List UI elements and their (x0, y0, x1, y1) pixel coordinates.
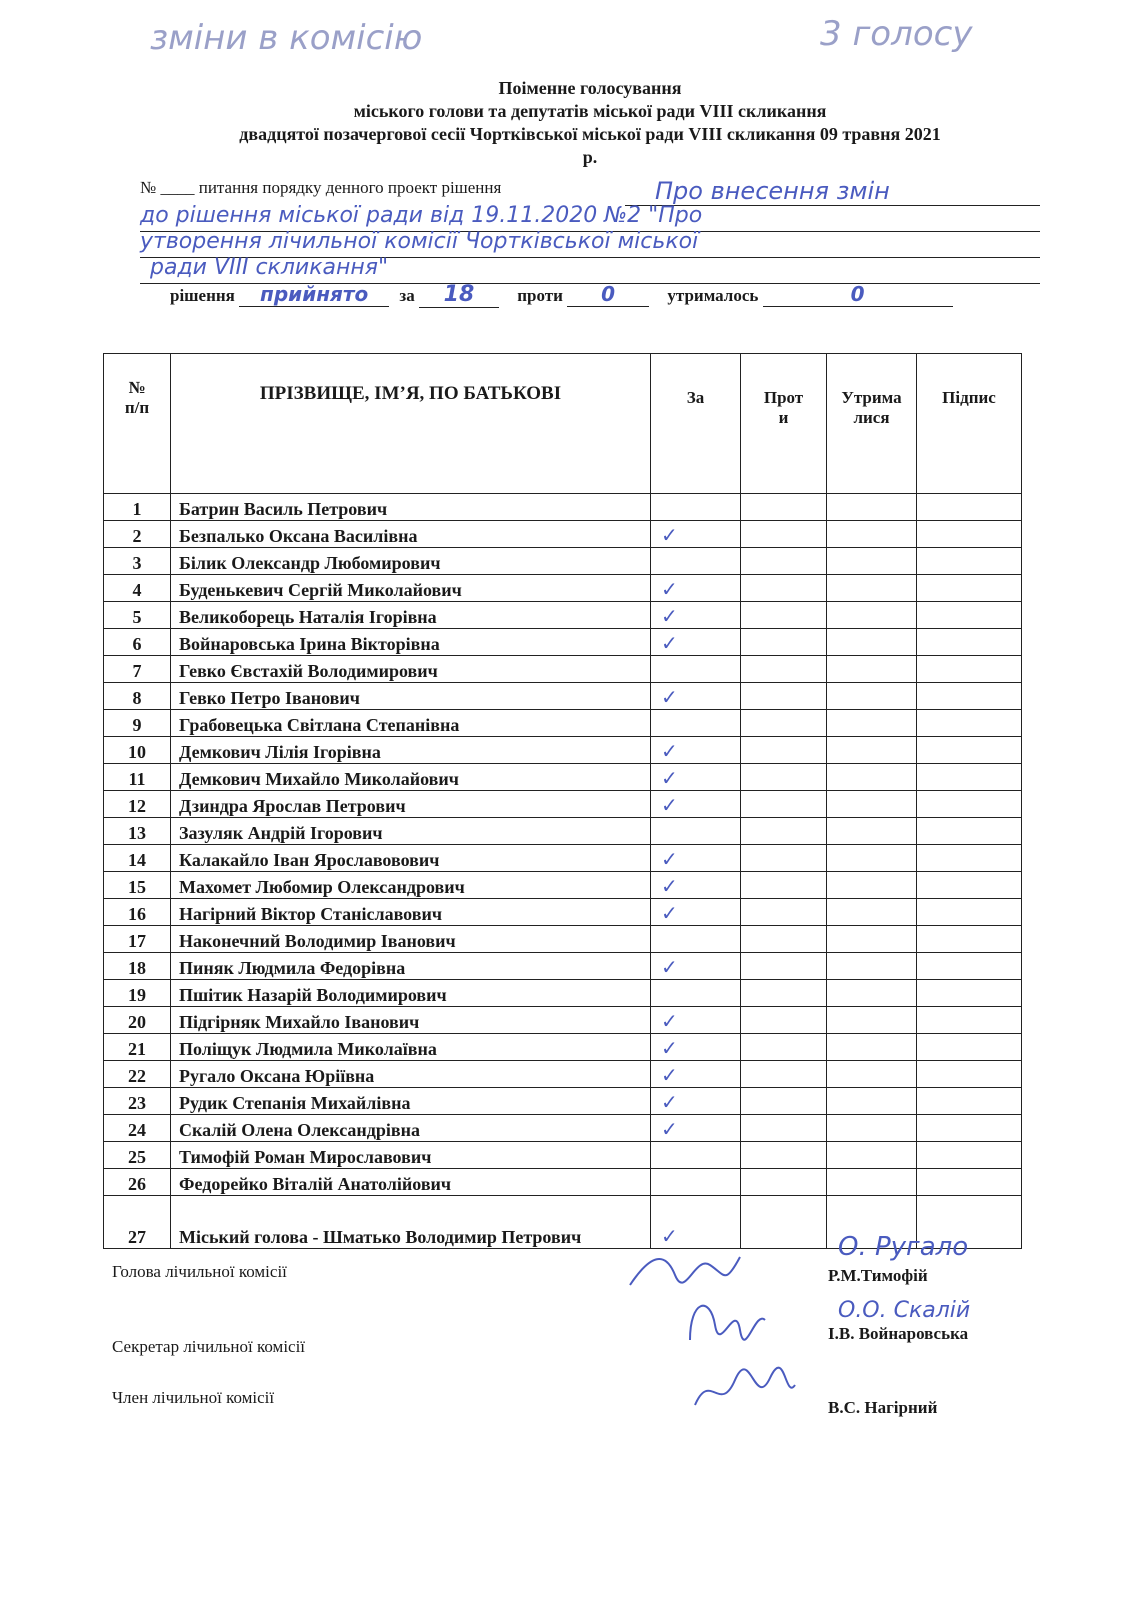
row-abstain (827, 1061, 917, 1088)
row-against (741, 1142, 827, 1169)
row-signature (917, 710, 1022, 737)
row-number: 24 (104, 1115, 171, 1142)
row-signature (917, 1061, 1022, 1088)
row-for (651, 899, 741, 926)
row-name: Демкович Лілія Ігорівна (171, 737, 651, 764)
row-name: Наконечний Володимир Іванович (171, 926, 651, 953)
row-abstain (827, 1142, 917, 1169)
row-signature (917, 1088, 1022, 1115)
row-number: 13 (104, 818, 171, 845)
row-against (741, 1007, 827, 1034)
for-label: за (399, 286, 415, 305)
table-row (104, 629, 1022, 656)
voting-table (103, 353, 1022, 1249)
row-against (741, 548, 827, 575)
header-against: Проти (741, 354, 827, 494)
row-against (741, 521, 827, 548)
row-number: 25 (104, 1142, 171, 1169)
table-row (104, 980, 1022, 1007)
handwritten-top-note-right: 3 голосу (820, 14, 973, 54)
row-against (741, 1115, 827, 1142)
row-against (741, 953, 827, 980)
row-for (651, 494, 741, 521)
row-number: 18 (104, 953, 171, 980)
checkmark-icon: ✓ (661, 685, 678, 709)
row-abstain (827, 953, 917, 980)
table-row (104, 1115, 1022, 1142)
table-row (104, 791, 1022, 818)
row-signature (917, 575, 1022, 602)
row-for (651, 764, 741, 791)
row-abstain (827, 1088, 917, 1115)
row-number: 8 (104, 683, 171, 710)
row-for (651, 791, 741, 818)
table-row (104, 683, 1022, 710)
row-number: 9 (104, 710, 171, 737)
row-for (651, 602, 741, 629)
row-name: Нагірний Віктор Станіславович (171, 899, 651, 926)
row-for (651, 1115, 741, 1142)
row-signature (917, 737, 1022, 764)
row-signature (917, 845, 1022, 872)
table-row (104, 1142, 1022, 1169)
row-signature (917, 1007, 1022, 1034)
row-name: Великоборець Наталія Ігорівна (171, 602, 651, 629)
header-abstain: Утрималися (827, 354, 917, 494)
row-name: Гевко Євстахій Володимирович (171, 656, 651, 683)
row-signature (917, 494, 1022, 521)
row-abstain (827, 818, 917, 845)
row-against (741, 764, 827, 791)
table-row (104, 899, 1022, 926)
row-name: Міський голова - Шматько Володимир Петрович (171, 1196, 651, 1249)
row-signature (917, 818, 1022, 845)
row-against (741, 1061, 827, 1088)
table-row (104, 656, 1022, 683)
header-num: № п/п (104, 354, 171, 494)
row-number: 7 (104, 656, 171, 683)
row-signature (917, 1034, 1022, 1061)
row-number: 6 (104, 629, 171, 656)
row-abstain (827, 791, 917, 818)
row-for (651, 980, 741, 1007)
row-abstain (827, 494, 917, 521)
row-name: Підгірняк Михайло Іванович (171, 1007, 651, 1034)
checkmark-icon: ✓ (661, 847, 678, 871)
row-name: Гевко Петро Іванович (171, 683, 651, 710)
checkmark-icon: ✓ (661, 631, 678, 655)
row-abstain (827, 710, 917, 737)
decision-label: рішення (170, 286, 235, 305)
row-for (651, 953, 741, 980)
row-signature (917, 548, 1022, 575)
row-name: Войнаровська Ірина Вікторівна (171, 629, 651, 656)
for-value: 18 (419, 282, 499, 308)
row-against (741, 629, 827, 656)
row-number: 17 (104, 926, 171, 953)
row-name: Білик Олександр Любомирович (171, 548, 651, 575)
checkmark-icon: ✓ (661, 955, 678, 979)
row-number: 5 (104, 602, 171, 629)
table-row (104, 1088, 1022, 1115)
chair-name: Р.М.Тимофій (828, 1266, 928, 1285)
row-name: Буденькевич Сергій Миколайович (171, 575, 651, 602)
row-signature (917, 926, 1022, 953)
table-row (104, 737, 1022, 764)
row-abstain (827, 872, 917, 899)
row-number: 23 (104, 1088, 171, 1115)
table-row (104, 1034, 1022, 1061)
row-number: 26 (104, 1169, 171, 1196)
row-number: 4 (104, 575, 171, 602)
agenda-handwritten-1: Про внесення змін (655, 177, 890, 205)
row-for (651, 926, 741, 953)
row-abstain (827, 926, 917, 953)
document-subtitle: міського голови та депутатів міської ради VIII скликання (353, 101, 827, 121)
row-name: Ругало Оксана Юріївна (171, 1061, 651, 1088)
row-signature (917, 656, 1022, 683)
row-for (651, 872, 741, 899)
row-name: Батрин Василь Петрович (171, 494, 651, 521)
row-signature (917, 1142, 1022, 1169)
row-number: 3 (104, 548, 171, 575)
table-row (104, 602, 1022, 629)
table-body (104, 494, 1022, 1249)
row-against (741, 1196, 827, 1249)
table-row (104, 1007, 1022, 1034)
against-label: проти (517, 286, 563, 305)
agenda-handwritten-2: до рішення міської ради від 19.11.2020 №2 "Про (140, 203, 703, 228)
abstain-value: 0 (763, 282, 953, 307)
row-for (651, 548, 741, 575)
table-row (104, 818, 1022, 845)
row-name: Скалій Олена Олександрівна (171, 1115, 651, 1142)
row-signature (917, 521, 1022, 548)
row-abstain (827, 1169, 917, 1196)
row-signature (917, 683, 1022, 710)
row-against (741, 1088, 827, 1115)
agenda-line-4 (140, 255, 1040, 284)
row-abstain (827, 521, 917, 548)
row-name: Калакайло Іван Ярославовович (171, 845, 651, 872)
document-title: Поіменне голосування (498, 78, 682, 98)
row-against (741, 980, 827, 1007)
row-signature (917, 1169, 1022, 1196)
row-abstain (827, 683, 917, 710)
row-name: Пиняк Людмила Федорівна (171, 953, 651, 980)
row-number: 12 (104, 791, 171, 818)
checkmark-icon: ✓ (661, 1009, 678, 1033)
row-for (651, 575, 741, 602)
checkmark-icon: ✓ (661, 739, 678, 763)
row-for (651, 629, 741, 656)
row-abstain (827, 602, 917, 629)
checkmark-icon: ✓ (661, 577, 678, 601)
row-against (741, 494, 827, 521)
row-for (651, 737, 741, 764)
table-row (104, 548, 1022, 575)
checkmark-icon: ✓ (661, 766, 678, 790)
table-header-row (104, 354, 1022, 494)
row-abstain (827, 764, 917, 791)
row-number: 16 (104, 899, 171, 926)
table-row (104, 494, 1022, 521)
member-label: Член лічильної комісії (112, 1388, 275, 1407)
table-row (104, 521, 1022, 548)
row-number: 21 (104, 1034, 171, 1061)
checkmark-icon: ✓ (661, 604, 678, 628)
row-for (651, 683, 741, 710)
row-against (741, 575, 827, 602)
secretary-signature (680, 1290, 770, 1350)
secretary-handwritten-name: О.О. Скалій (838, 1298, 971, 1323)
table-row (104, 575, 1022, 602)
agenda-handwritten-4: ради VIII скликання" (150, 255, 389, 280)
row-abstain (827, 899, 917, 926)
handwritten-top-note-left: зміни в комісію (150, 18, 423, 58)
row-name: Грабовецька Світлана Степанівна (171, 710, 651, 737)
row-for (651, 1169, 741, 1196)
row-for (651, 845, 741, 872)
chair-handwritten-name: О. Ругало (838, 1232, 969, 1262)
checkmark-icon: ✓ (661, 874, 678, 898)
row-signature (917, 764, 1022, 791)
checkmark-icon: ✓ (661, 523, 678, 547)
row-abstain (827, 656, 917, 683)
row-name: Тимофій Роман Мирославович (171, 1142, 651, 1169)
header-for: За (651, 354, 741, 494)
checkmark-icon: ✓ (661, 901, 678, 925)
row-number: 27 (104, 1196, 171, 1249)
row-abstain (827, 737, 917, 764)
checkmark-icon: ✓ (661, 1224, 678, 1248)
row-number: 11 (104, 764, 171, 791)
member-signature (690, 1360, 800, 1420)
row-signature (917, 980, 1022, 1007)
row-against (741, 710, 827, 737)
row-number: 1 (104, 494, 171, 521)
row-for (651, 1061, 741, 1088)
row-name: Демкович Михайло Миколайович (171, 764, 651, 791)
member-name: В.С. Нагірний (828, 1398, 938, 1417)
agenda-handwritten-3: утворення лічильної комісії Чортківської міської (140, 229, 699, 254)
session-year-suffix: р. (582, 147, 598, 167)
row-for (651, 521, 741, 548)
row-for (651, 1196, 741, 1249)
row-for (651, 656, 741, 683)
row-abstain (827, 629, 917, 656)
row-signature (917, 602, 1022, 629)
table-row (104, 764, 1022, 791)
decision-line (170, 282, 1030, 308)
row-against (741, 791, 827, 818)
row-signature (917, 872, 1022, 899)
row-abstain (827, 1034, 917, 1061)
row-for (651, 1088, 741, 1115)
row-abstain (827, 1007, 917, 1034)
checkmark-icon: ✓ (661, 1117, 678, 1141)
table-row (104, 926, 1022, 953)
row-abstain (827, 548, 917, 575)
table-row (104, 953, 1022, 980)
table-row (104, 1061, 1022, 1088)
checkmark-icon: ✓ (661, 1036, 678, 1060)
row-name: Поліщук Людмила Миколаївна (171, 1034, 651, 1061)
row-signature (917, 791, 1022, 818)
table-row (104, 872, 1022, 899)
abstain-label: утрималось (667, 286, 759, 305)
session-line: двадцятої позачергової сесії Чортківської міської ради VIII скликання 09 травня 2021 (239, 124, 941, 144)
row-against (741, 1034, 827, 1061)
checkmark-icon: ✓ (661, 1090, 678, 1114)
row-number: 22 (104, 1061, 171, 1088)
row-against (741, 899, 827, 926)
table-row (104, 710, 1022, 737)
row-against (741, 683, 827, 710)
row-against (741, 845, 827, 872)
chair-label: Голова лічильної комісії (112, 1262, 287, 1281)
row-name: Безпалько Оксана Василівна (171, 521, 651, 548)
row-against (741, 656, 827, 683)
row-name: Махомет Любомир Олександрович (171, 872, 651, 899)
row-against (741, 818, 827, 845)
row-against (741, 1169, 827, 1196)
secretary-label: Секретар лічильної комісії (112, 1337, 306, 1356)
decision-value: прийнято (239, 282, 389, 307)
row-for (651, 1007, 741, 1034)
row-abstain (827, 575, 917, 602)
header-signature: Підпис (917, 354, 1022, 494)
row-number: 10 (104, 737, 171, 764)
row-name: Федорейко Віталій Анатолійович (171, 1169, 651, 1196)
row-abstain (827, 1115, 917, 1142)
row-name: Рудик Степанія Михайлівна (171, 1088, 651, 1115)
row-abstain (827, 980, 917, 1007)
row-against (741, 926, 827, 953)
row-signature (917, 953, 1022, 980)
row-number: 19 (104, 980, 171, 1007)
agenda-prefix (140, 178, 501, 198)
secretary-name: І.В. Войнаровська (828, 1324, 969, 1343)
chair-signature (625, 1245, 745, 1295)
table-row (104, 845, 1022, 872)
row-signature (917, 1115, 1022, 1142)
row-signature (917, 629, 1022, 656)
table-row (104, 1169, 1022, 1196)
row-name: Пшітик Назарій Володимирович (171, 980, 651, 1007)
checkmark-icon: ✓ (661, 1063, 678, 1087)
row-name: Дзиндра Ярослав Петрович (171, 791, 651, 818)
row-signature (917, 899, 1022, 926)
row-for (651, 1142, 741, 1169)
agenda-prefix-text: № ____ питання порядку денного проект рішення (140, 178, 502, 197)
row-against (741, 737, 827, 764)
row-abstain (827, 845, 917, 872)
against-value: 0 (567, 282, 649, 307)
row-for (651, 818, 741, 845)
row-for (651, 710, 741, 737)
header-name: ПРІЗВИЩЕ, ІМ’Я, ПО БАТЬКОВІ (171, 354, 651, 494)
row-number: 15 (104, 872, 171, 899)
row-against (741, 872, 827, 899)
row-against (741, 602, 827, 629)
row-number: 14 (104, 845, 171, 872)
row-name: Зазуляк Андрій Ігорович (171, 818, 651, 845)
row-number: 20 (104, 1007, 171, 1034)
row-number: 2 (104, 521, 171, 548)
row-for (651, 1034, 741, 1061)
checkmark-icon: ✓ (661, 793, 678, 817)
